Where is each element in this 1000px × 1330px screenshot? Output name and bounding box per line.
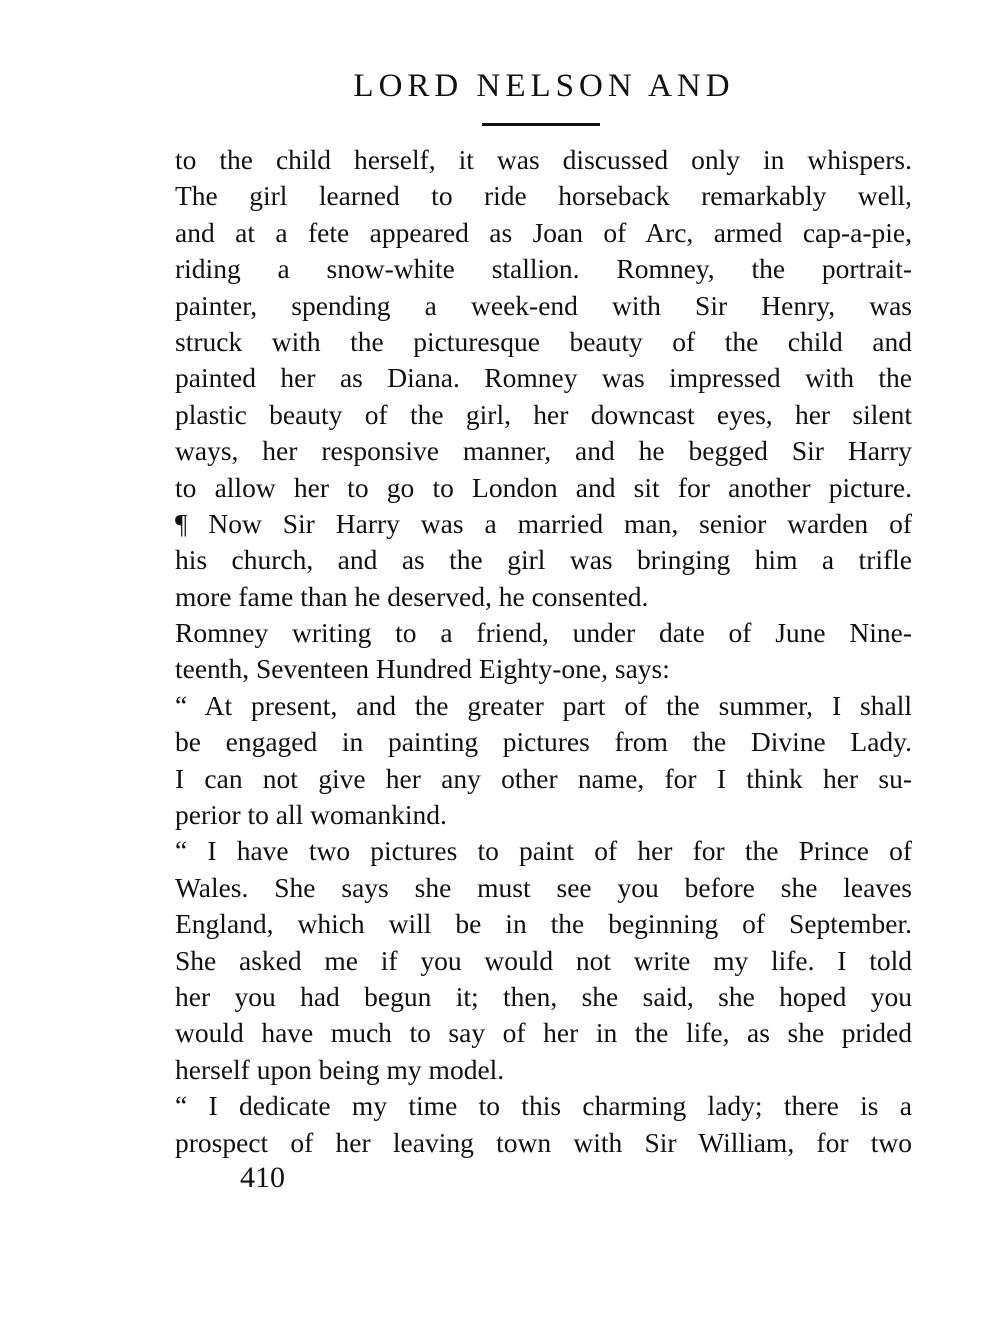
text-line: teenth, Seventeen Hundred Eighty-one, says: <box>175 653 670 685</box>
text-line: England, which will be in the beginning of September. <box>175 908 912 940</box>
text-line: ¶ Now Sir Harry was a married man, senior warden of <box>175 507 912 539</box>
text-line: Wales. She says she must see you before she leaves <box>175 871 912 903</box>
text-line: prospect of her leaving town with Sir William, for two <box>175 1126 912 1158</box>
text-line: I can not give her any other name, for I think her su- <box>175 762 912 794</box>
page-number: 410 <box>240 1161 285 1194</box>
text-line: Romney writing to a friend, under date of June Nine- <box>175 617 912 649</box>
text-line: painted her as Diana. Romney was impressed with the <box>175 362 912 394</box>
text-line: ways, her responsive manner, and he begged Sir Harry <box>175 435 912 467</box>
text-line: “ I have two pictures to paint of her for the Prince of <box>175 835 912 867</box>
text-line: “ At present, and the greater part of the summer, I shall <box>175 689 912 721</box>
text-line: to allow her to go to London and sit for another picture. <box>175 471 912 503</box>
text-line: be engaged in painting pictures from the Divine Lady. <box>175 726 912 758</box>
text-line: riding a snow-white stallion. Romney, the portrait- <box>175 253 912 285</box>
text-line: more fame than he deserved, he consented. <box>175 580 649 612</box>
text-line: his church, and as the girl was bringing him a trifle <box>175 544 912 576</box>
text-line: “ I dedicate my time to this charming lady; there is a <box>175 1090 912 1122</box>
head-rule <box>482 123 600 126</box>
text-line: to the child herself, it was discussed only in whispers. <box>175 144 912 175</box>
text-line: and at a fete appeared as Joan of Arc, armed cap-a-pie, <box>175 216 912 248</box>
text-line: She asked me if you would not write my life. I told <box>175 944 912 976</box>
text-line: painter, spending a week-end with Sir Henry, was <box>175 289 912 321</box>
text-line: herself upon being my model. <box>175 1053 505 1085</box>
text-line: The girl learned to ride horseback remarkably well, <box>175 180 912 212</box>
text-line: struck with the picturesque beauty of the child and <box>175 325 912 357</box>
text-line: plastic beauty of the girl, her downcast eyes, her silent <box>175 398 912 430</box>
text-line: would have much to say of her in the life, as she prided <box>175 1017 912 1049</box>
body-text <box>175 142 912 1161</box>
text-line: perior to all womankind. <box>175 799 447 831</box>
text-line: her you had begun it; then, she said, she hoped you <box>175 980 912 1012</box>
running-head: LORD NELSON AND <box>353 68 735 104</box>
